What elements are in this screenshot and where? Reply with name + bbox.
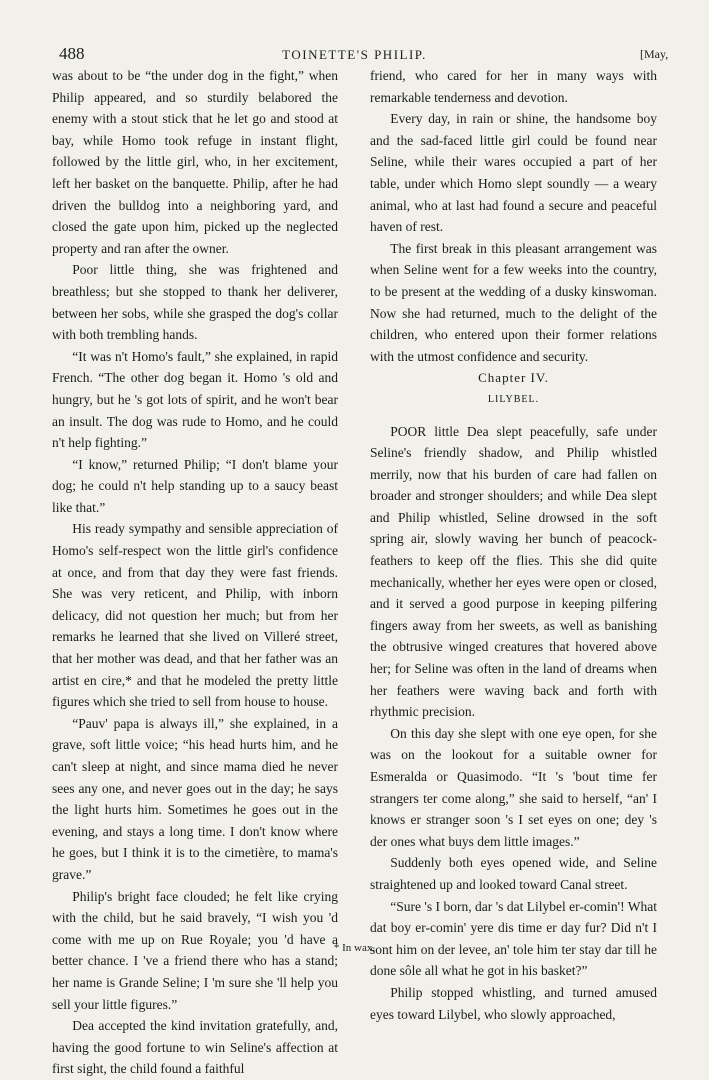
chapter-subtitle: LILYBEL.	[487, 393, 540, 405]
paragraph: Every day, in rain or shine, the handsome boy and the sad-faced little girl could be found near Seline, while their wares occupied a part of her table, under which Homo slept soundly — a weary animal, who at last had found a secure and peaceful haven of rest.	[370, 111, 657, 235]
paragraph: “Pauv' papa is always ill,” she explained, in a grave, soft little voice; “his head hurts him, and he can't sleep at night, and since mama died he never sees any one, and never goes out in the day; he says the light hurts him. Sometimes he goes out in the evening, and stays a long time. I don't know where he goes, but I think it is to the cimetière, to mama's grave.”	[52, 715, 338, 882]
paragraph: POOR little Dea slept peacefully, safe under Seline's friendly shadow, and Philip whistled merrily, now that his burden of care had fallen on broader and stronger shoulders; and while Dea slept and Philip whistled, Seline drowsed in the soft spring air, slowly waving her bunch of peacock-feathers to keep off the flies. This she did quite mechanically, whether her eyes were open or closed, and it served a good purpose in keeping pilfering fingers away from her sweets, as well as banishing the obtrusive winged creatures that hovered above her; for Seline was often in the land of dreams when her feathers were waving back and forth with rhythmic precision.	[370, 423, 657, 720]
paragraph: was about to be “the under dog in the fight,” when Philip appeared, and so sturdily belabored the enemy with a stout stick that he let go and stood at bay, while Homo took refuge in instant flight, followed by the little girl, who, in her excitement, left her basket on the banquette. Philip, after he had driven the bulldog into a neighboring yard, and closed the gate upon him, picked up the neglected property and ran after the owner.	[52, 68, 338, 256]
paragraph: Dea accepted the kind invitation gratefully, and, having the good fortune to win Seline's affection at first sight, the child found a faithful	[52, 1018, 338, 1077]
chapter-heading: Chapter IV.	[478, 370, 549, 386]
left-column	[52, 65, 338, 1080]
paragraph: “Sure 's I born, dar 's dat Lilybel er-comin'! What dat boy er-comin' yere dis time er day fur? Did n't I sont him on der levee, an' tole him ter stay dar till he done sôle all what he got in his basket?”	[370, 898, 657, 979]
paragraph: “It was n't Homo's fault,” she explained, in rapid French. “The other dog began it. Homo 's old and hungry, but he 's got lots of spirit, and he won't bear an insult. The dog was rude to Homo, and he could n't help fighting.”	[52, 348, 338, 451]
paragraph: His ready sympathy and sensible appreciation of Homo's self-respect won the little girl's confidence at once, and from that day they were fast friends. She was very reticent, and Philip, with inborn delicacy, did not question her much; but from her remarks he learned that she lived on Villeré street, that her mother was dead, and that her father was an artist en cire,* and that he modeled the pretty little figures which she tried to sell from house to house.	[52, 521, 338, 710]
right-column	[370, 65, 657, 1025]
paragraph: Suddenly both eyes opened wide, and Seline straightened up and looked toward Canal street.	[370, 855, 657, 892]
paragraph: Philip stopped whistling, and turned amused eyes toward Lilybel, who slowly approached,	[370, 984, 657, 1022]
paragraph: On this day she slept with one eye open, for she was on the lookout for a suitable owner for Esmeralda or Quasimodo. “It 's 'bout time fer strangers ter come along,” she said to herself, “an' I knows er stranger soon 's I set eyes on one; dey 's der ones what buys dem little images.”	[370, 725, 657, 849]
paragraph: friend, who cared for her in many ways with remarkable tenderness and devotion.	[370, 68, 657, 105]
paragraph: The first break in this pleasant arrangement was when Seline went for a few weeks into the country, to be present at the wedding of a dusky kinswoman. Now she had returned, much to the delight of the children, who entered upon their former relations with the utmost confidence and security.	[370, 240, 657, 364]
page-header	[0, 44, 709, 64]
running-title: TOINETTE'S PHILIP.	[282, 47, 427, 62]
paragraph: Philip's bright face clouded; he felt like crying with the child, but he said bravely, “I wish you 'd come with me up on Rue Royale; you 'd have a better chance. I 've a friend there who has a stand; her name is Grande Seline; I 'm sure she 'll help you sell your little figures.”	[52, 888, 338, 1012]
paragraph: “I know,” returned Philip; “I don't blame your dog; he could n't help standing up to a saucy beast like that.”	[52, 456, 338, 515]
page-number: 488	[59, 44, 85, 63]
footnote: * In wax.	[333, 942, 376, 954]
paragraph: Poor little thing, she was frightened and breathless; but she stopped to thank her deliverer, between her sobs, while she grasped the dog's collar with both trembling hands.	[52, 262, 338, 343]
running-month: [May,	[640, 47, 669, 61]
